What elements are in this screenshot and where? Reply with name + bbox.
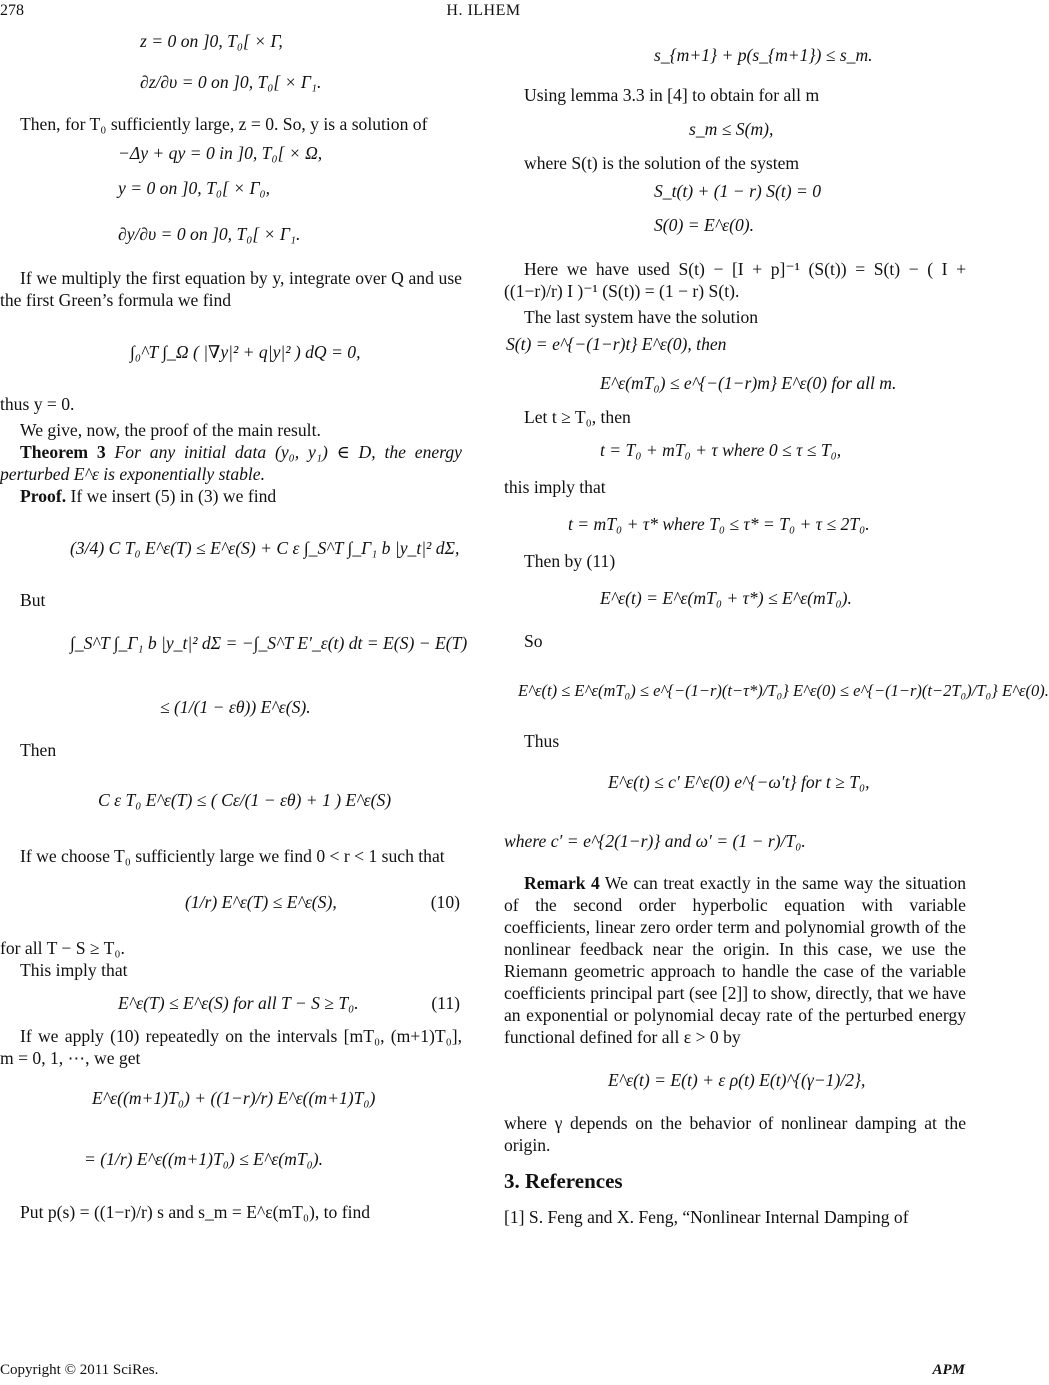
remark-label: Remark 4 xyxy=(524,873,600,893)
proof xyxy=(0,485,462,507)
paragraph: Then, for T₀ sufficiently large, z = 0. So, y is a solution of xyxy=(20,114,428,134)
paragraph: where γ depends on the behavior of nonlinear damping at the origin. xyxy=(504,1113,966,1155)
equation: s_m ≤ S(m), xyxy=(689,119,774,139)
equation: ∂y/∂υ = 0 on ]0, T₀[ × Γ₁. xyxy=(118,224,301,244)
equation: E^ε(t) = E^ε(mT₀ + τ*) ≤ E^ε(mT₀). xyxy=(600,588,852,608)
paragraph: We give, now, the proof of the main result. xyxy=(20,420,321,440)
theorem-3 xyxy=(0,441,462,485)
remark-4 xyxy=(504,872,966,1048)
paragraph: for all T − S ≥ T₀. xyxy=(0,938,125,958)
paragraph: If we apply (10) repeatedly on the intervals [mT₀, (m+1)T₀], m = 0, 1, ⋯, we get xyxy=(0,1026,462,1068)
paragraph: If we choose T₀ sufficiently large we find 0 < r < 1 such that xyxy=(20,846,445,866)
equation: (3/4) C T₀ E^ε(T) ≤ E^ε(S) + C ε ∫_S^T ∫_Γ₁ b |y_t|² dΣ, xyxy=(70,538,460,558)
page-number: 278 xyxy=(0,2,24,19)
paragraph: this imply that xyxy=(504,477,606,497)
paragraph: thus y = 0. xyxy=(0,394,75,414)
equation: E^ε((m+1)T₀) + ((1−r)/r) E^ε((m+1)T₀) xyxy=(92,1088,376,1108)
equation: y = 0 on ]0, T₀[ × Γ₀, xyxy=(118,178,271,198)
paragraph: Put p(s) = ((1−r)/r) s and s_m = E^ε(mT₀), to find xyxy=(20,1202,371,1222)
proof-text: If we insert (5) in (3) we find xyxy=(66,486,277,506)
equation-11: E^ε(T) ≤ E^ε(S) for all T − S ≥ T₀. (11) xyxy=(118,993,460,1013)
equation: S(0) = E^ε(0). xyxy=(654,215,754,235)
equation: E^ε(t) = E(t) + ε ρ(t) E(t)^{(γ−1)/2}, xyxy=(608,1070,866,1090)
equation-number: (11) xyxy=(431,993,460,1013)
paragraph: But xyxy=(20,590,46,610)
equation: ∫₀^T ∫_Ω ( |∇y|² + q|y|² ) dQ = 0, xyxy=(130,342,361,362)
equation: C ε T₀ E^ε(T) ≤ ( Cε/(1 − εθ) + 1 ) E^ε(S) xyxy=(98,790,392,810)
paragraph: Here we have used S(t) − [I + p]⁻¹ (S(t)) = S(t) − ( I + ((1−r)/r) I )⁻¹ (S(t)) = (1 − r) S(t). xyxy=(504,259,966,301)
paragraph: Then xyxy=(20,740,57,760)
equation: ∫_S^T ∫_Γ₁ b |y_t|² dΣ = −∫_S^T E′_ε(t) dt = E(S) − E(T) xyxy=(70,633,468,653)
equation-10: (1/r) E^ε(T) ≤ E^ε(S), (10) xyxy=(185,892,460,912)
equation: S(t) = e^{−(1−r)t} E^ε(0), then xyxy=(506,334,727,354)
equation: = (1/r) E^ε((m+1)T₀) ≤ E^ε(mT₀). xyxy=(84,1149,324,1169)
right-column xyxy=(504,26,1049,1228)
left-column xyxy=(0,26,468,1223)
equation: E^ε(mT₀) ≤ e^{−(1−r)m} E^ε(0) for all m. xyxy=(600,373,897,393)
paragraph: Then by (11) xyxy=(524,551,616,571)
reference-item: [1] S. Feng and X. Feng, “Nonlinear Internal Damping of xyxy=(504,1207,909,1227)
section-title: 3. References xyxy=(504,1169,623,1193)
journal-name: APM xyxy=(932,1362,965,1378)
equation: z = 0 on ]0, T₀[ × Γ, xyxy=(140,31,283,51)
equation: ∂z/∂υ = 0 on ]0, T₀[ × Γ₁. xyxy=(140,72,322,92)
equation: E^ε(t) ≤ c′ E^ε(0) e^{−ω′t} for t ≥ T₀, xyxy=(608,772,870,792)
paragraph: Using lemma 3.3 in [4] to obtain for all m xyxy=(524,85,820,105)
paragraph: The last system have the solution xyxy=(524,307,759,327)
theorem-text: For any initial data (y₀, y₁) ∈ D, the energy perturbed E^ε is exponentially stable. xyxy=(0,442,462,484)
proof-label: Proof. xyxy=(20,486,67,506)
paragraph: Thus xyxy=(524,731,560,751)
equation: t = mT₀ + τ* where T₀ ≤ τ* = T₀ + τ ≤ 2T₀. xyxy=(568,514,870,534)
paragraph: So xyxy=(524,631,543,651)
page-header xyxy=(0,0,967,28)
paragraph: If we multiply the first equation by y, integrate over Q and use the first Green’s formula we find xyxy=(0,268,462,310)
equation: s_{m+1} + p(s_{m+1}) ≤ s_m. xyxy=(654,45,873,65)
equation: where c′ = e^{2(1−r)} and ω′ = (1 − r)/T₀. xyxy=(504,831,806,851)
running-title: H. ILHEM xyxy=(446,2,521,19)
paragraph: where S(t) is the solution of the system xyxy=(524,153,800,173)
equation-number: (10) xyxy=(430,892,460,912)
paragraph: Let t ≥ T₀, then xyxy=(524,407,631,427)
remark-text: We can treat exactly in the same way the situation of the second order hyperbolic equation with variable coefficients, linear zero order term and polynomial growth of the nonlinear feedback near the origin. In this case, we use the Riemann geometric approach to handle the case of the variable coefficients principal part (see [2]] to show, directly, that we have an exponential or polynomial decay rate of the perturbed energy functional defined for all ε > 0 by xyxy=(504,873,966,1047)
equation: −Δy + qy = 0 in ]0, T₀[ × Ω, xyxy=(118,143,323,163)
paragraph: This imply that xyxy=(20,960,128,980)
copyright: Copyright © 2011 SciRes. xyxy=(0,1362,159,1378)
equation: E^ε(t) ≤ E^ε(mT₀) ≤ e^{−(1−r)(t−τ*)/T₀} E^ε(0) ≤ e^{−(1−r)(t−2T₀)/T₀} E^ε(0). xyxy=(518,681,1049,700)
equation: S_t(t) + (1 − r) S(t) = 0 xyxy=(654,181,822,201)
theorem-label: Theorem 3 xyxy=(20,442,106,462)
equation: t = T₀ + mT₀ + τ where 0 ≤ τ ≤ T₀, xyxy=(600,440,842,460)
equation: ≤ (1/(1 − εθ)) E^ε(S). xyxy=(160,697,311,717)
